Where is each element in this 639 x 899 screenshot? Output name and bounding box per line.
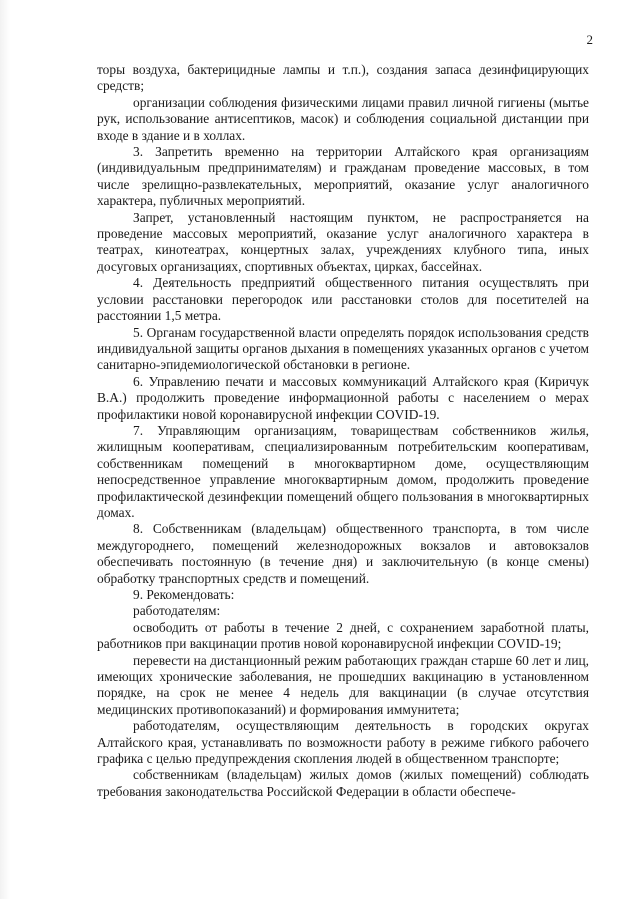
paragraph: 6. Управлению печати и массовых коммуникаций Алтайского края (Киричук В.А.) продолжить проведение информационной работы с населением о мерах профилактики новой коронавирусной инфекции COVID-19. [97,373,589,422]
paragraph: торы воздуха, бактерицидные лампы и т.п.), создания запаса дезинфицирующих средств; [97,62,589,94]
paragraph: организации соблюдения физическими лицами правил личной гигиены (мытье рук, использование антисептиков, масок) и соблюдения социальной дистанции при входе в здание и в холлах. [97,94,589,143]
paragraph: 5. Органам государственной власти определять порядок использования средств индивидуальной защиты органов дыхания в помещениях указанных органов с учетом санитарно-эпидемиологической обстановки в регионе. [97,324,589,373]
paragraph: 4. Деятельность предприятий общественного питания осуществлять при условии расстановки перегородок или расстановки столов для посетителей на расстоянии 1,5 метра. [97,275,589,324]
page-number: 2 [586,32,593,47]
paragraph: освободить от работы в течение 2 дней, с сохранением заработной платы, работников при вакцинации против новой коронавирусной инфекции COVID-19; [97,619,589,652]
paragraph: перевести на дистанционный режим работающих граждан старше 60 лет и лиц, имеющих хронические заболевания, не прошедших вакцинацию в установленном порядке, на срок не менее 4 недель для вакцинации (в случае отсутствия медицинских противопоказаний) и формирования иммунитета; [97,652,589,717]
paragraph: Запрет, установленный настоящим пунктом, не распространяется на проведение массовых мероприятий, оказание услуг аналогичного характера в театрах, кинотеатрах, концертных залах, учреждениях клубного типа, иных досуговых организациях, спортивных объектах, цирках, бассейнах. [97,209,589,274]
scan-edge [0,0,10,899]
paragraph: работодателям: [133,603,221,619]
paragraph: работодателям, осуществляющим деятельность в городских округах Алтайского края, устанавливать по возможности работу в режиме гибкого рабочего графика с целью предупреждения скопления людей в общественном транспорте; [97,718,589,767]
paragraph: 8. Собственникам (владельцам) общественного транспорта, в том числе междугороднего, помещений железнодорожных вокзалов и автовокзалов обеспечивать постоянную (в течение дня) и заключительную (в конце смены) обработку транспортных средств и помещений. [97,521,589,586]
paragraph: 3. Запретить временно на территории Алтайского края организациям (индивидуальным предпринимателям) и гражданам проведение массовых, в том числе зрелищно-развлекательных, мероприятий, оказание услуг аналогичного характера, публичных мероприятий. [97,144,589,209]
paragraph: 7. Управляющим организациям, товариществам собственников жилья, жилищным кооперативам, специализированным потребительским кооперативам, собственникам помещений в многоквартирном доме, осуществляющим непосредственное управление многоквартирным домом, продолжить проведение профилактической дезинфекции помещений общего пользования в многоквартирных домах. [97,422,589,520]
paragraph: собственникам (владельцам) жилых домов (жилых помещений) соблюдать требования законодательства Российской Федерации в области обеспече- [97,767,589,799]
paragraph: 9. Рекомендовать: [133,587,235,602]
document-body [97,62,589,800]
